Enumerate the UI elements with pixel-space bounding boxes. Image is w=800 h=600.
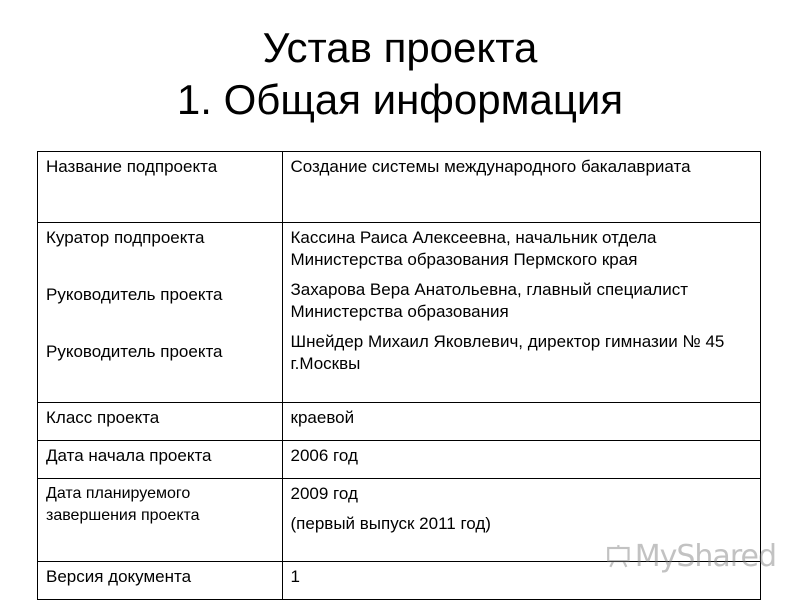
page-title [0,22,800,126]
row-value: Создание системы международного бакалавриата [282,152,760,223]
watermark-text: MyShared [634,538,776,574]
watermark [606,536,776,576]
title-line-2: 1. Общая информация [176,76,624,123]
row-value: Шнейдер Михаил Яковлевич, директор гимназии № 45 г.Москвы [290,332,725,373]
project-info-table [37,151,761,600]
row-label: Руководитель проекта [46,342,223,361]
row-value: 1 [282,562,760,600]
presentation-board-icon [606,539,631,573]
row-label: Название подпроекта [38,152,283,223]
table-row [38,223,761,403]
table-row [38,441,761,479]
row-label: Дата планируемого завершения проекта [38,479,283,562]
row-value: Захарова Вера Анатольевна, главный специалист Министерства образования [290,280,688,321]
row-value: 2006 год [282,441,760,479]
row-label: Руководитель проекта [46,285,223,304]
row-label: Куратор подпроекта [46,228,205,247]
row-value: (первый выпуск 2011 год) [290,514,491,533]
table-row [38,403,761,441]
row-label: Версия документа [38,562,283,600]
row-label: Дата начала проекта [38,441,283,479]
row-value: Кассина Раиса Алексеевна, начальник отдела Министерства образования Пермского края [290,228,657,269]
title-line-1: Устав проекта [262,24,538,71]
row-value: 2009 год [290,484,358,503]
row-label-stack [38,223,283,403]
table-row [38,152,761,223]
row-value: краевой [282,403,760,441]
row-label: Класс проекта [38,403,283,441]
row-value-stack [282,223,760,403]
